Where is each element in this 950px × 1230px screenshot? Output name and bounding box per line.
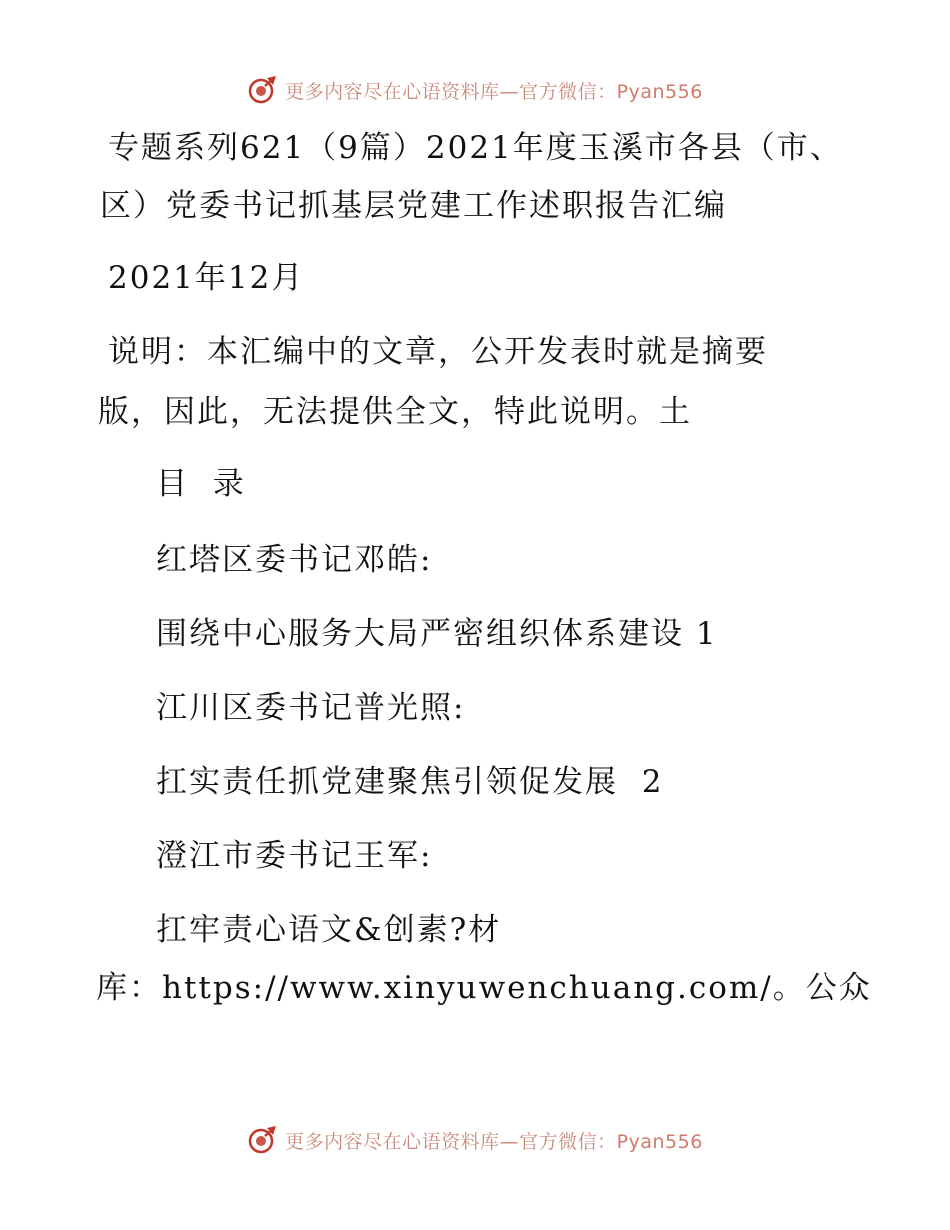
toc-item: 围绕中心服务大局严密组织体系建设 1 bbox=[156, 616, 718, 652]
toc-item: 澄江市委书记王军: bbox=[156, 838, 433, 874]
toc-item: 扛牢责心语文&创素?材 bbox=[156, 912, 502, 948]
doc-note-line-2: 版，因此，无法提供全文，特此说明。土 bbox=[98, 394, 692, 430]
doc-title-line-1: 专题系列621（9篇）2021年度玉溪市各县（市、 bbox=[108, 130, 843, 166]
doc-footer-line: 库：https://www.xinyuwenchuang.com/。公众 bbox=[96, 970, 872, 1006]
toc-item: 扛实责任抓党建聚焦引领促发展 2 bbox=[156, 764, 664, 800]
toc-item: 红塔区委书记邓皓: bbox=[156, 542, 433, 578]
watermark-text: 更多内容尽在心语资料库—官方微信：Pyan556 bbox=[285, 80, 703, 103]
header-watermark bbox=[0, 72, 950, 108]
doc-note-line-1: 说明：本汇编中的文章，公开发表时就是摘要 bbox=[108, 334, 768, 370]
toc-heading: 目 录 bbox=[156, 466, 246, 502]
doc-title-line-2: 区）党委书记抓基层党建工作述职报告汇编 bbox=[100, 188, 727, 224]
footer-watermark bbox=[0, 1122, 950, 1158]
doc-date: 2021年12月 bbox=[108, 260, 305, 296]
brand-logo-icon bbox=[247, 1124, 279, 1156]
toc-item: 江川区委书记普光照: bbox=[156, 690, 466, 726]
watermark-text: 更多内容尽在心语资料库—官方微信：Pyan556 bbox=[285, 1130, 703, 1153]
brand-logo-icon bbox=[247, 74, 279, 106]
